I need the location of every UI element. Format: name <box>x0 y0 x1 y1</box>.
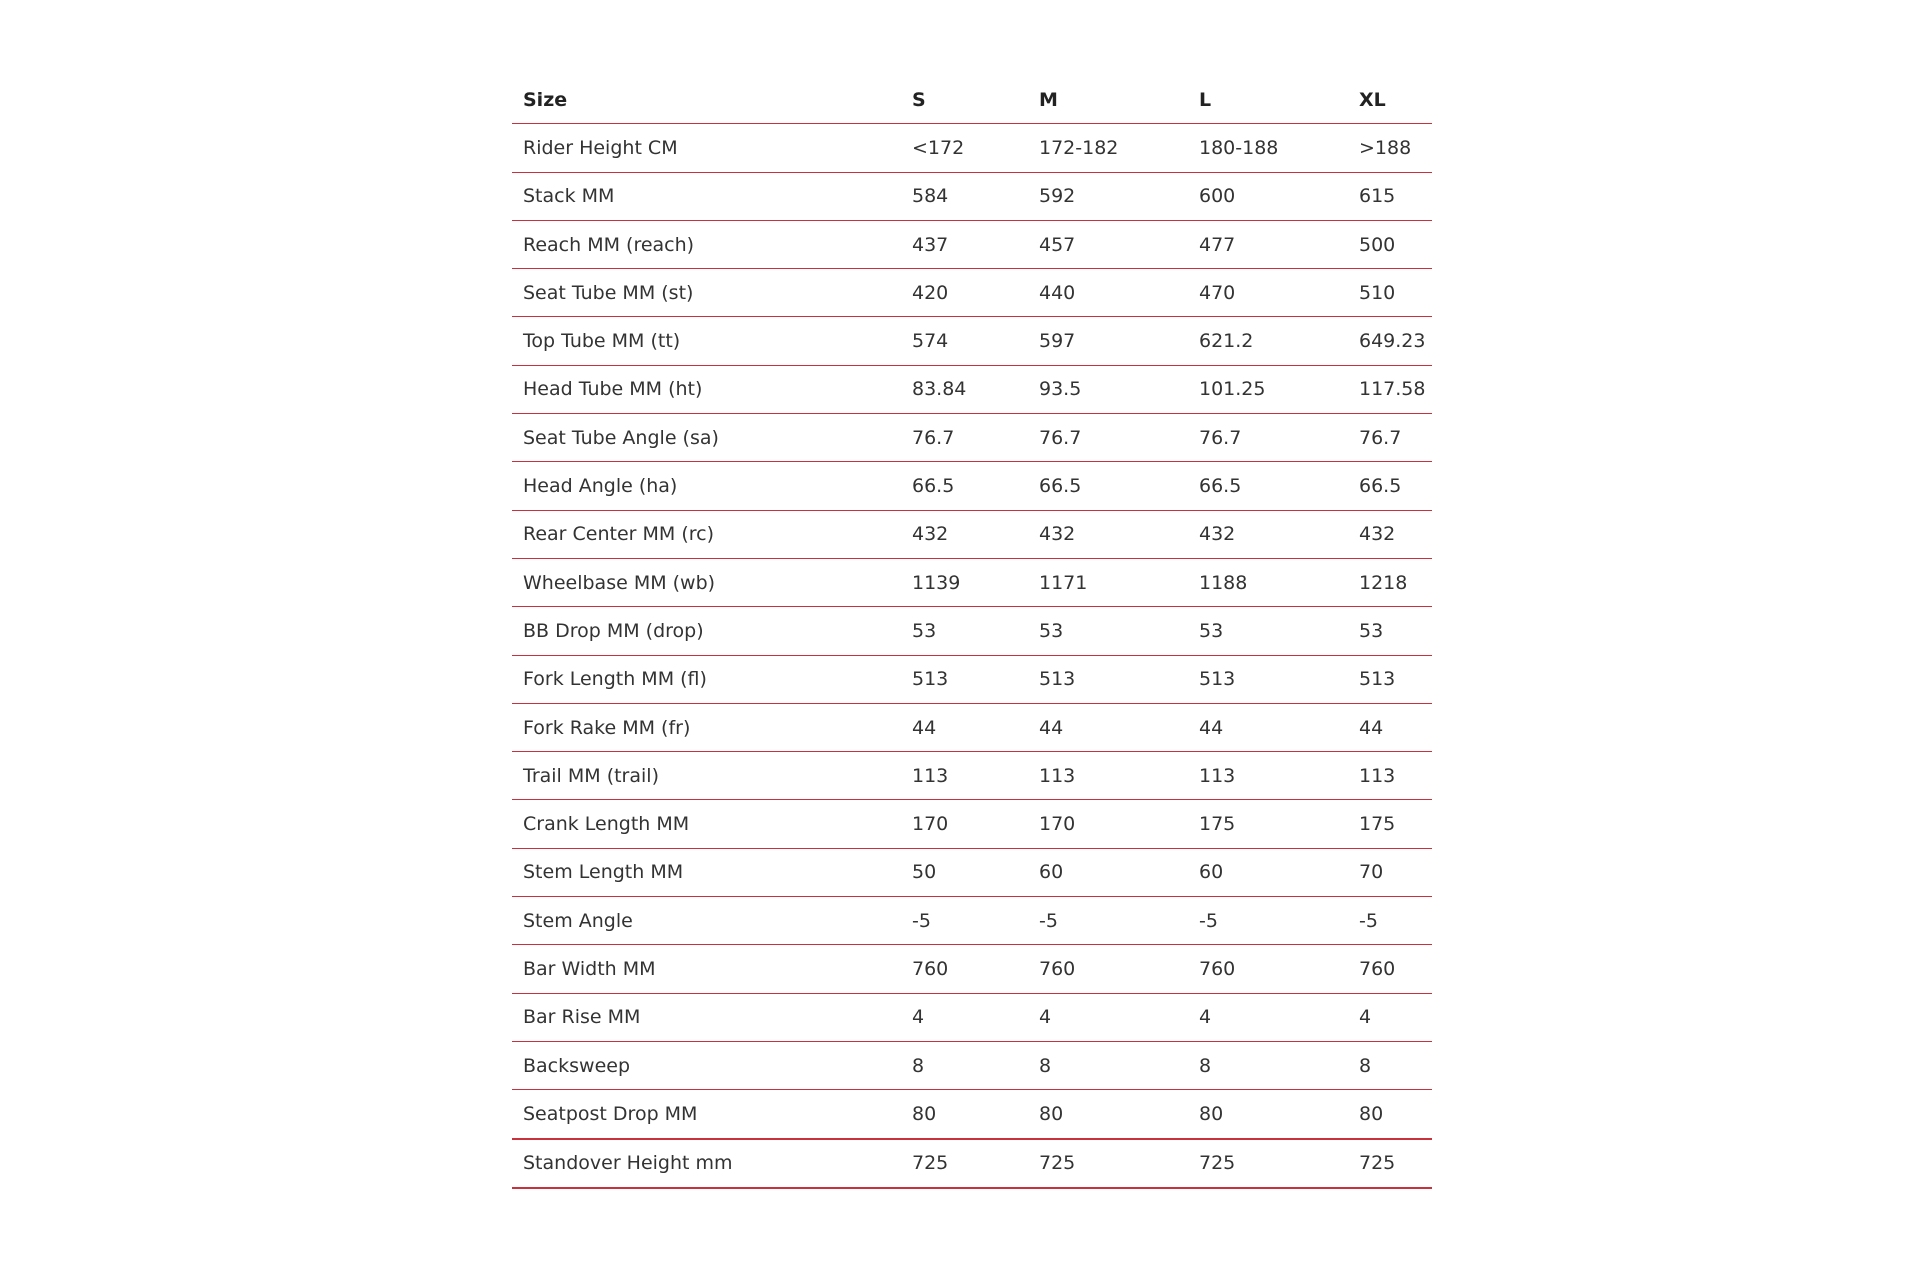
cell-size-xl: 76.7 <box>1348 414 1432 462</box>
cell-size-s: 44 <box>901 703 1028 751</box>
cell-size-xl: 760 <box>1348 945 1432 993</box>
cell-size-xl: 725 <box>1348 1139 1432 1188</box>
cell-size-m: 513 <box>1028 655 1188 703</box>
table-header-row <box>512 76 1432 124</box>
row-label: Bar Width MM <box>512 945 901 993</box>
cell-size-s: 80 <box>901 1090 1028 1139</box>
cell-size-l: 1188 <box>1188 558 1348 606</box>
cell-size-xl: 53 <box>1348 607 1432 655</box>
row-label: Stem Length MM <box>512 848 901 896</box>
table-row <box>512 317 1432 365</box>
row-label: Rider Height CM <box>512 124 901 172</box>
cell-size-xl: 513 <box>1348 655 1432 703</box>
cell-size-l: 725 <box>1188 1139 1348 1188</box>
cell-size-l: 53 <box>1188 607 1348 655</box>
cell-size-s: 50 <box>901 848 1028 896</box>
cell-size-xl: 432 <box>1348 510 1432 558</box>
cell-size-l: 8 <box>1188 1041 1348 1089</box>
table-row <box>512 800 1432 848</box>
table-row <box>512 848 1432 896</box>
row-label: Wheelbase MM (wb) <box>512 558 901 606</box>
cell-size-s: -5 <box>901 897 1028 945</box>
table-row <box>512 172 1432 220</box>
table-row <box>512 703 1432 751</box>
cell-size-m: 172-182 <box>1028 124 1188 172</box>
cell-size-l: 621.2 <box>1188 317 1348 365</box>
cell-size-l: 760 <box>1188 945 1348 993</box>
table-row <box>512 220 1432 268</box>
cell-size-m: 66.5 <box>1028 462 1188 510</box>
cell-size-l: 600 <box>1188 172 1348 220</box>
cell-size-l: 470 <box>1188 269 1348 317</box>
cell-size-l: 513 <box>1188 655 1348 703</box>
table-row <box>512 269 1432 317</box>
cell-size-s: <172 <box>901 124 1028 172</box>
table-row <box>512 462 1432 510</box>
cell-size-s: 113 <box>901 752 1028 800</box>
cell-size-s: 437 <box>901 220 1028 268</box>
geometry-table <box>512 76 1432 1189</box>
cell-size-xl: 66.5 <box>1348 462 1432 510</box>
cell-size-s: 760 <box>901 945 1028 993</box>
cell-size-m: 760 <box>1028 945 1188 993</box>
cell-size-xl: 175 <box>1348 800 1432 848</box>
row-label: Stem Angle <box>512 897 901 945</box>
cell-size-m: 113 <box>1028 752 1188 800</box>
cell-size-m: 4 <box>1028 993 1188 1041</box>
row-label: BB Drop MM (drop) <box>512 607 901 655</box>
cell-size-m: 76.7 <box>1028 414 1188 462</box>
cell-size-xl: -5 <box>1348 897 1432 945</box>
cell-size-m: 8 <box>1028 1041 1188 1089</box>
header-size-xl: XL <box>1348 76 1432 124</box>
cell-size-l: 76.7 <box>1188 414 1348 462</box>
row-label: Stack MM <box>512 172 901 220</box>
cell-size-l: 44 <box>1188 703 1348 751</box>
cell-size-m: 592 <box>1028 172 1188 220</box>
cell-size-m: 1171 <box>1028 558 1188 606</box>
row-label: Seat Tube Angle (sa) <box>512 414 901 462</box>
cell-size-m: -5 <box>1028 897 1188 945</box>
cell-size-xl: 4 <box>1348 993 1432 1041</box>
cell-size-m: 440 <box>1028 269 1188 317</box>
cell-size-xl: 500 <box>1348 220 1432 268</box>
cell-size-l: 180-188 <box>1188 124 1348 172</box>
cell-size-xl: >188 <box>1348 124 1432 172</box>
cell-size-s: 1139 <box>901 558 1028 606</box>
header-size-label: Size <box>512 76 901 124</box>
header-size-m: M <box>1028 76 1188 124</box>
table-row <box>512 510 1432 558</box>
cell-size-m: 725 <box>1028 1139 1188 1188</box>
table-row <box>512 655 1432 703</box>
cell-size-m: 597 <box>1028 317 1188 365</box>
cell-size-s: 432 <box>901 510 1028 558</box>
cell-size-s: 170 <box>901 800 1028 848</box>
table-row <box>512 414 1432 462</box>
cell-size-xl: 8 <box>1348 1041 1432 1089</box>
row-label: Standover Height mm <box>512 1139 901 1188</box>
cell-size-xl: 44 <box>1348 703 1432 751</box>
cell-size-s: 8 <box>901 1041 1028 1089</box>
row-label: Backsweep <box>512 1041 901 1089</box>
geometry-table-container <box>512 76 1432 1189</box>
row-label: Head Tube MM (ht) <box>512 365 901 413</box>
cell-size-m: 170 <box>1028 800 1188 848</box>
cell-size-s: 513 <box>901 655 1028 703</box>
cell-size-xl: 80 <box>1348 1090 1432 1139</box>
row-label: Crank Length MM <box>512 800 901 848</box>
row-label: Fork Length MM (fl) <box>512 655 901 703</box>
cell-size-l: 66.5 <box>1188 462 1348 510</box>
cell-size-s: 725 <box>901 1139 1028 1188</box>
cell-size-xl: 649.23 <box>1348 317 1432 365</box>
cell-size-s: 66.5 <box>901 462 1028 510</box>
cell-size-xl: 1218 <box>1348 558 1432 606</box>
cell-size-s: 53 <box>901 607 1028 655</box>
cell-size-s: 584 <box>901 172 1028 220</box>
table-row <box>512 752 1432 800</box>
table-row <box>512 945 1432 993</box>
table-row <box>512 607 1432 655</box>
cell-size-l: 101.25 <box>1188 365 1348 413</box>
cell-size-m: 93.5 <box>1028 365 1188 413</box>
cell-size-xl: 117.58 <box>1348 365 1432 413</box>
cell-size-xl: 113 <box>1348 752 1432 800</box>
cell-size-m: 432 <box>1028 510 1188 558</box>
cell-size-l: 60 <box>1188 848 1348 896</box>
cell-size-l: -5 <box>1188 897 1348 945</box>
cell-size-l: 432 <box>1188 510 1348 558</box>
table-row <box>512 558 1432 606</box>
cell-size-s: 574 <box>901 317 1028 365</box>
cell-size-m: 60 <box>1028 848 1188 896</box>
table-body <box>512 124 1432 1188</box>
cell-size-l: 175 <box>1188 800 1348 848</box>
cell-size-m: 80 <box>1028 1090 1188 1139</box>
cell-size-s: 4 <box>901 993 1028 1041</box>
row-label: Reach MM (reach) <box>512 220 901 268</box>
row-label: Top Tube MM (tt) <box>512 317 901 365</box>
cell-size-s: 83.84 <box>901 365 1028 413</box>
row-label: Trail MM (trail) <box>512 752 901 800</box>
row-label: Rear Center MM (rc) <box>512 510 901 558</box>
cell-size-m: 53 <box>1028 607 1188 655</box>
table-row <box>512 1041 1432 1089</box>
header-size-s: S <box>901 76 1028 124</box>
cell-size-xl: 510 <box>1348 269 1432 317</box>
row-label: Seat Tube MM (st) <box>512 269 901 317</box>
cell-size-xl: 70 <box>1348 848 1432 896</box>
cell-size-l: 477 <box>1188 220 1348 268</box>
row-label: Seatpost Drop MM <box>512 1090 901 1139</box>
row-label: Head Angle (ha) <box>512 462 901 510</box>
table-row <box>512 1090 1432 1139</box>
row-label: Bar Rise MM <box>512 993 901 1041</box>
cell-size-l: 113 <box>1188 752 1348 800</box>
cell-size-s: 420 <box>901 269 1028 317</box>
table-row <box>512 365 1432 413</box>
cell-size-xl: 615 <box>1348 172 1432 220</box>
cell-size-m: 44 <box>1028 703 1188 751</box>
cell-size-l: 80 <box>1188 1090 1348 1139</box>
cell-size-m: 457 <box>1028 220 1188 268</box>
table-row <box>512 124 1432 172</box>
row-label: Fork Rake MM (fr) <box>512 703 901 751</box>
cell-size-s: 76.7 <box>901 414 1028 462</box>
table-row <box>512 897 1432 945</box>
header-size-l: L <box>1188 76 1348 124</box>
table-row <box>512 993 1432 1041</box>
table-row <box>512 1139 1432 1188</box>
cell-size-l: 4 <box>1188 993 1348 1041</box>
